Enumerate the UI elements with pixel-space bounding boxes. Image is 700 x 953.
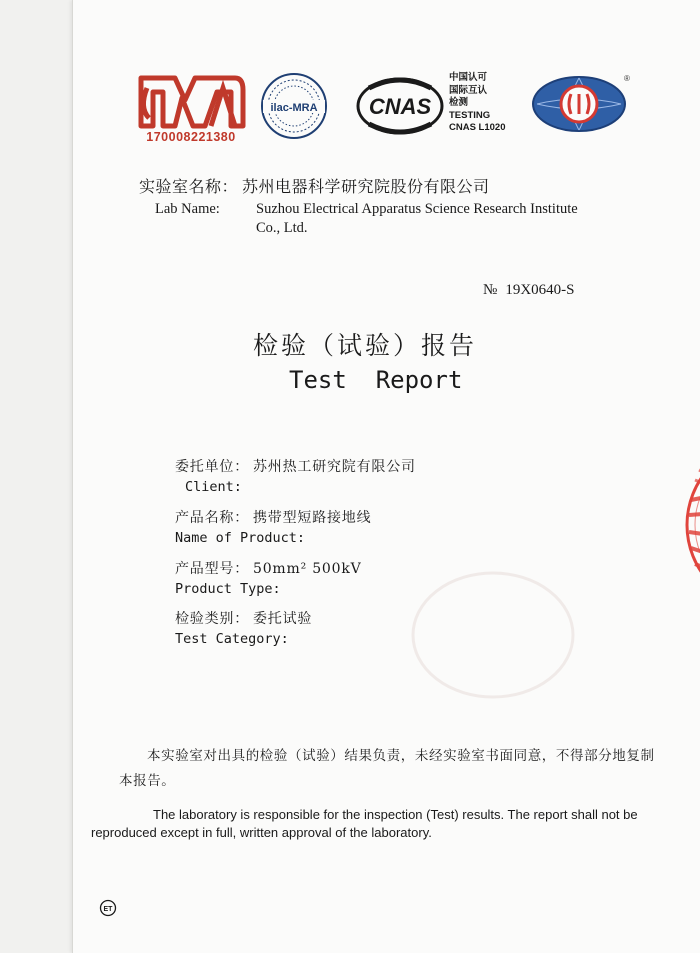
cma-number: 170008221380 (146, 130, 236, 144)
page-title-en: Test Report (289, 366, 463, 394)
lab-name-en (155, 200, 586, 238)
cnas-line: 中国认可 (449, 72, 488, 83)
cqc-globe-icon (529, 74, 629, 134)
red-seal-icon (681, 440, 700, 610)
page-title-cn: 检验（试验）报告 (253, 331, 478, 360)
registered-mark: ® (624, 74, 630, 83)
field-product-name (175, 507, 371, 546)
report-number-value: 19X0640-S (505, 282, 575, 298)
field-value: 50mm² 500kV (253, 561, 362, 577)
field-label-en: Name of Product: (175, 530, 306, 546)
field-label-en: Test Category: (175, 631, 289, 647)
lab-name-cn-value: 苏州电器科学研究院股份有限公司 (242, 177, 490, 196)
cnas-mark-icon (355, 76, 445, 136)
lab-name-cn-label: 实验室名称： (139, 177, 239, 196)
faint-stamp-ghost (403, 560, 583, 710)
cnas-line: TESTING (449, 109, 491, 121)
lab-name-cn (139, 174, 490, 197)
field-value: 委托试验 (253, 611, 313, 627)
cnas-line: CNAS L1020 (449, 122, 506, 133)
ilac-mra-globe-icon (259, 70, 329, 142)
field-test-category (175, 608, 312, 647)
field-label-cn: 产品型号： (175, 561, 249, 577)
et-circle-icon (99, 899, 117, 917)
field-value: 携带型短路接地线 (253, 510, 372, 526)
field-label-en: Client: (185, 479, 242, 495)
field-client (175, 456, 416, 495)
cnas-accreditation-text (449, 72, 529, 135)
lab-name-en-value: Suzhou Electrical Apparatus Science Research Institute Co., Ltd. (256, 201, 578, 236)
field-product-type (175, 558, 362, 597)
report-number-symbol: № (483, 282, 498, 298)
field-label-cn: 委托单位： (175, 459, 249, 475)
notice-cn: 本实验室对出具的检验（试验）结果负责，未经实验室书面同意，不得部分地复制本报告。 (119, 748, 655, 789)
cnas-line: 检测 (449, 97, 469, 108)
lab-name-en-label: Lab Name: (155, 201, 220, 217)
cnas-line: 国际互认 (449, 84, 488, 96)
field-value: 苏州热工研究院有限公司 (253, 459, 416, 475)
cnas-logo-text: CNAS (368, 94, 432, 119)
ilac-logo-text: ilac-MRA (270, 102, 318, 114)
report-cover-page (72, 0, 700, 953)
corner-mark-text: ET (103, 906, 113, 913)
field-label-cn: 检验类别： (175, 611, 249, 627)
accreditation-logos (133, 66, 693, 156)
field-label-cn: 产品名称： (175, 510, 249, 526)
report-number (483, 282, 574, 299)
field-label-en: Product Type: (175, 581, 281, 597)
notice-en: The laboratory is responsible for the inspection (Test) results. The report shall not be reproduced except in full, written approval of the laboratory. (91, 807, 638, 840)
